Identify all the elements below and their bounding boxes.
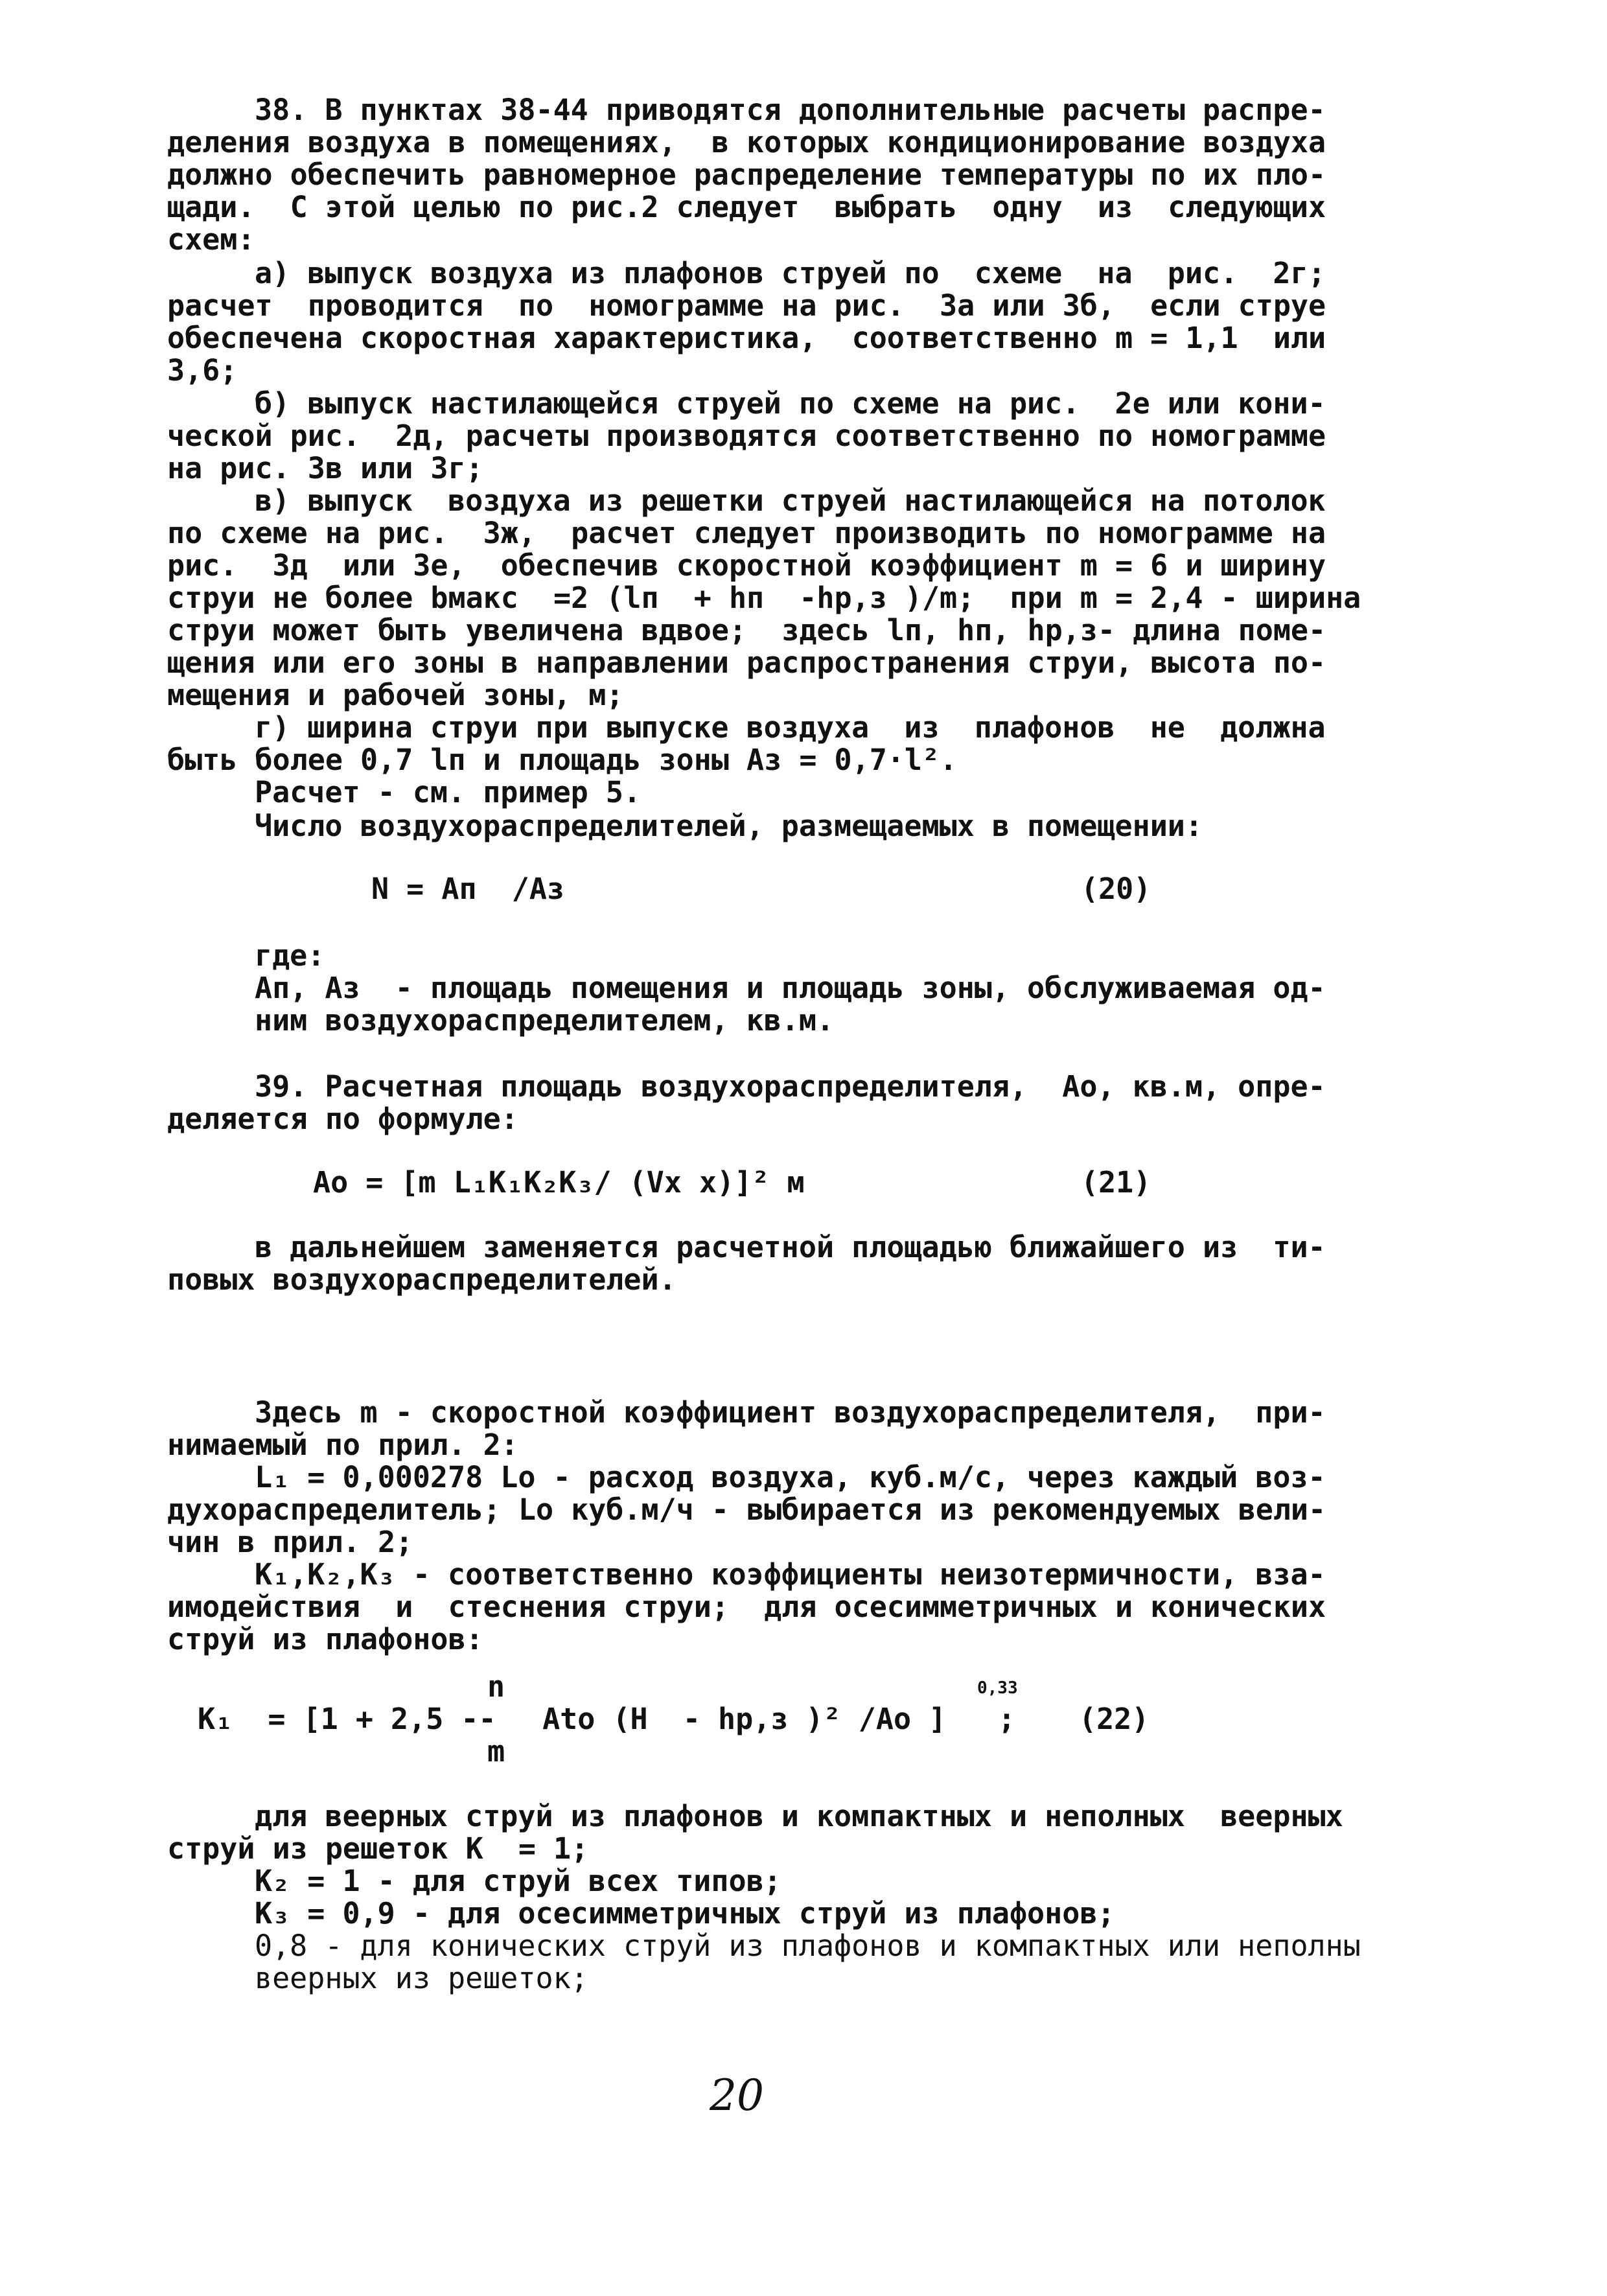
item-v-line-3: рис. 3д или 3е, обеспечив скоростной коэффициент m = 6 и ширину xyxy=(167,548,1326,583)
item-g-line-3: Расчет - см. пример 5. xyxy=(255,775,642,809)
item-v-line-6: щения или его зоны в направлении распространения струи, высота по- xyxy=(167,645,1326,680)
page-number: 20 xyxy=(710,2070,764,2120)
item-a-line-1: а) выпуск воздуха из плафонов струей по схеме на рис. 2г; xyxy=(255,256,1326,290)
where-line-3: ним воздухораспределителем, кв.м. xyxy=(255,1003,835,1038)
item-v-line-1: в) выпуск воздуха из решетки струей настилающейся на потолок xyxy=(255,483,1326,518)
here-line-6: K₁,K₂,K₃ - соответственно коэффициенты неизотермичности, вза- xyxy=(255,1557,1326,1592)
item-g-line-2: быть более 0,7 lп и площадь зоны Аз = 0,7·l². xyxy=(167,743,958,777)
item-v-line-7: мещения и рабочей зоны, м; xyxy=(167,678,624,712)
p39-cont-line-1: в дальнейшем заменяется расчетной площадью ближайшего из ти- xyxy=(255,1230,1326,1264)
equation-21-number: (21) xyxy=(1081,1165,1151,1200)
item-b-line-1: б) выпуск настилающейся струей по схеме на рис. 2е или кони- xyxy=(255,386,1326,421)
item-v-line-2: по схеме на рис. 3ж, расчет следует производить по номограмме на xyxy=(167,516,1326,550)
equation-22-number: (22) xyxy=(1079,1702,1150,1736)
here-line-4: духораспределитель; Lо куб.м/ч - выбирается из рекомендуемых вели- xyxy=(167,1492,1326,1527)
equation-22-left: K₁ = [1 + 2,5 -- xyxy=(198,1702,496,1736)
equation-22-denominator: m xyxy=(487,1734,505,1768)
item-a-line-3: обеспечена скоростная характеристика, соответственно m = 1,1 или xyxy=(167,321,1326,355)
item-b-line-3: на рис. 3в или 3г; xyxy=(167,451,483,485)
final-line-4: K₃ = 0,9 - для осесимметричных струй из плафонов; xyxy=(255,1896,1115,1931)
here-line-5: чин в прил. 2; xyxy=(167,1525,413,1559)
final-line-2: струй из решеток K = 1; xyxy=(167,1831,589,1866)
p38-line-2: деления воздуха в помещениях, в которых кондиционирование воздуха xyxy=(167,125,1326,159)
equation-22-right: Ato (H - hр,з )² /Aо ] xyxy=(525,1702,947,1736)
item-v-line-4: струи не более bмакс =2 (lп + hп -hр,з )/m; при m = 2,4 - ширина xyxy=(167,581,1361,615)
final-line-1: для веерных струй из плафонов и компактных и неполных веерных xyxy=(255,1799,1343,1833)
here-line-1: Здесь m - скоростной коэффициент воздухораспределителя, при- xyxy=(255,1395,1326,1430)
equation-20-number: (20) xyxy=(1081,872,1151,906)
equation-20: N = Aп /Aз xyxy=(371,872,565,906)
final-line-5: 0,8 - для конических струй из плафонов и компактных или неполны xyxy=(255,1929,1361,1963)
here-line-2: нимаемый по прил. 2: xyxy=(167,1428,518,1462)
p39-line-2: деляется по формуле: xyxy=(167,1102,518,1136)
p39-line-1: 39. Расчетная площадь воздухораспределителя, Ао, кв.м, опре- xyxy=(255,1069,1326,1104)
here-line-3: L₁ = 0,000278 Lо - расход воздуха, куб.м/с, через каждый воз- xyxy=(255,1460,1326,1494)
final-line-3: K₂ = 1 - для струй всех типов; xyxy=(255,1864,781,1898)
here-line-7: имодействия и стеснения струи; для осесимметричных и конических xyxy=(167,1590,1326,1624)
equation-22-exponent: 0,33 xyxy=(977,1678,1018,1698)
equation-22-numerator: n xyxy=(487,1669,505,1704)
item-v-line-5: струи может быть увеличена вдвое; здесь lп, hп, hр,з- длина поме- xyxy=(167,613,1326,647)
final-line-6: веерных из решеток; xyxy=(255,1961,588,1995)
where-line-2: Ап, Аз - площадь помещения и площадь зоны, обслуживаемая од- xyxy=(255,971,1326,1005)
p39-cont-line-2: повых воздухораспределителей. xyxy=(167,1262,676,1297)
item-g-line-4: Число воздухораспределителей, размещаемых в помещении: xyxy=(255,809,1203,843)
item-a-line-4: 3,6; xyxy=(167,353,238,388)
equation-22-tail: ; xyxy=(998,1702,1016,1736)
equation-21: Ао = [m L₁K₁K₂K₃/ (Vx x)]² м xyxy=(313,1165,805,1200)
item-a-line-2: расчет проводится по номограмме на рис. 3а или 3б, если струе xyxy=(167,288,1326,323)
where-line-1: где: xyxy=(255,938,325,973)
p38-line-3: должно обеспечить равномерное распределение температуры по их пло- xyxy=(167,157,1326,192)
p38-line-4: щади. С этой целью по рис.2 следует выбрать одну из следующих xyxy=(167,190,1326,224)
item-b-line-2: ческой рис. 2д, расчеты производятся соответственно по номограмме xyxy=(167,419,1326,453)
item-g-line-1: г) ширина струи при выпуске воздуха из плафонов не должна xyxy=(255,710,1326,745)
here-line-8: струй из плафонов: xyxy=(167,1622,483,1656)
p38-line-5: схем: xyxy=(167,222,255,257)
p38-line-1: 38. В пунктах 38-44 приводятся дополнительные расчеты распре- xyxy=(255,93,1326,127)
